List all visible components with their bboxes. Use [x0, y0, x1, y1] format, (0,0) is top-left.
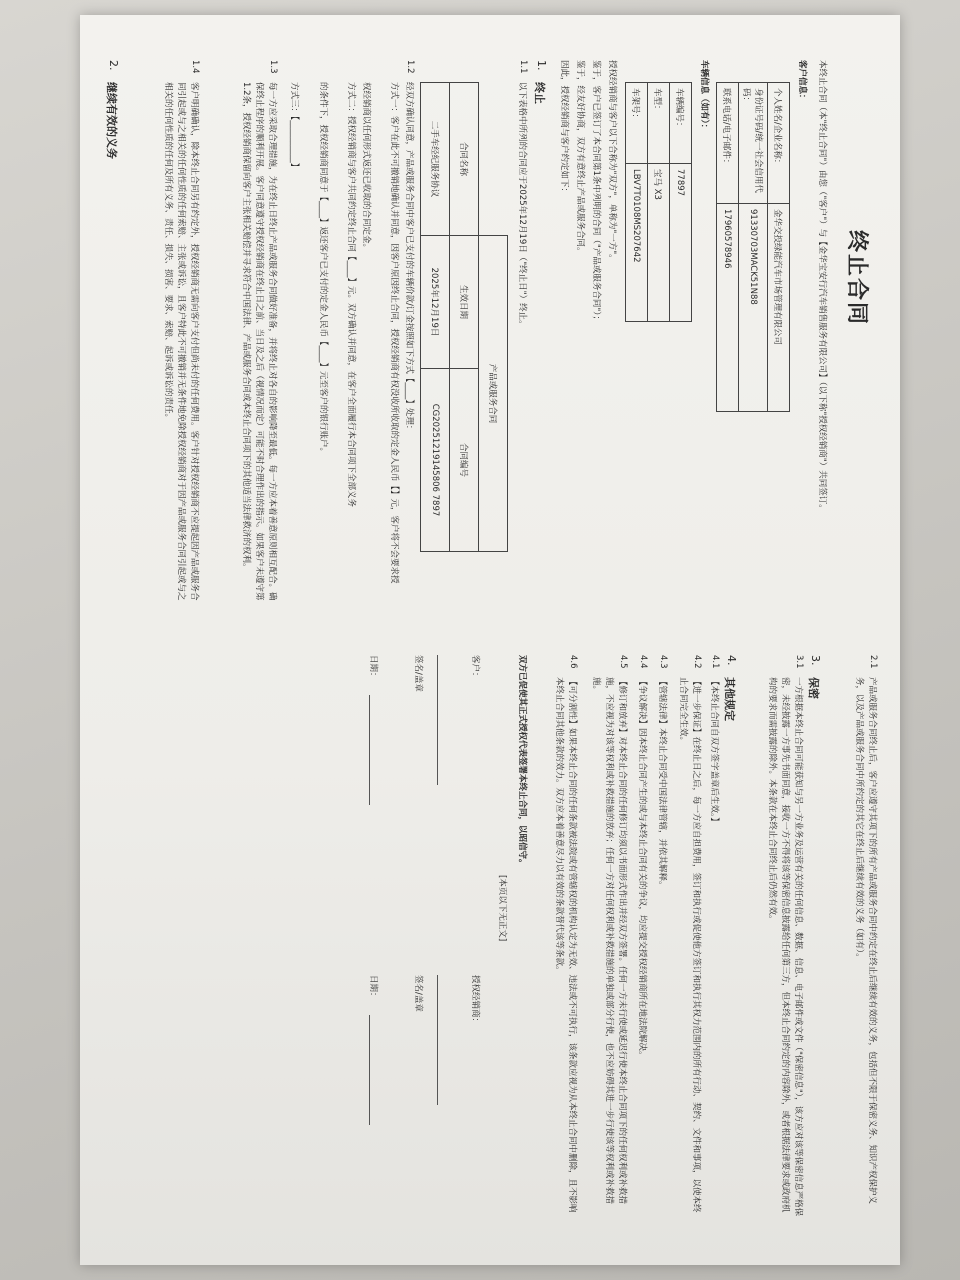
- customer-date-label: 日期：: [368, 655, 378, 681]
- table-cell: 车辆编号：: [670, 83, 692, 164]
- clause-1-1-number: 1.1: [518, 60, 528, 74]
- dealer-date-line: [369, 1015, 370, 1125]
- dealer-date-label: 日期：: [368, 975, 378, 1001]
- clause-2-1-number: 2.1: [868, 655, 878, 669]
- section-4-title: 其他规定: [723, 677, 736, 721]
- table-row: [450, 83, 479, 552]
- recital-4: 因此，授权经销商与客户约定如下：: [559, 60, 569, 197]
- clause-1-2-line-2: 方式一：客户在此不可撤销地确认并同意，因客户原因终止合同，授权经销商有权没收所收取的定金人民币【】元，客户将不会要求授: [389, 82, 399, 584]
- table-group-header: 产品或服务合同: [479, 236, 508, 552]
- clause-4-3-text: 【管辖法律】本终止合同受中国法律管辖，并依其解释。: [657, 677, 667, 890]
- clause-1-2-line-6: 方式三：【__________】: [289, 82, 299, 172]
- clause-1-4-text: 客户明确确认，除本终止合同另有约定外，授权经销商无需向客户支付但尚未付的任何费用。客户针对授权经销商不应提起因产品或服务合同引起或与之相关的任何性质的任何索赔、主张或诉讼，且客户特此不可撤销并无条件地免除授权经销商对于因产品或服务合同引起或与之相关的任何性质的任何及所有义务、责任、损失、损害、要求、索赔、起诉或诉讼的责任。: [163, 82, 199, 601]
- recital-3: 鉴于，经友好协商，双方有意终止产品或服务合同。: [575, 60, 585, 256]
- table-header: 合同编号: [450, 369, 479, 552]
- customer-sign-line: [437, 655, 438, 785]
- table-header: 生效日期: [450, 236, 479, 369]
- section-2-title: 继续有效的义务: [105, 82, 118, 159]
- customer-info-table: [716, 82, 790, 412]
- table-row: [421, 83, 450, 552]
- table-cell: 2025年12月19日: [421, 236, 450, 369]
- table-row: [739, 83, 768, 412]
- table-cell: 17960578946: [717, 204, 739, 412]
- table-cell: 金华交投绿能汽车市场管理有限公司: [768, 204, 790, 412]
- table-row: [670, 83, 692, 322]
- section-4-number: 4.: [725, 655, 738, 666]
- clause-4-2-text: 【进一步保证】在终止日之后，每一方应自担费用，签订和执行或促使他方签订和执行其权力范围内的所有行动、契约、文件和事项，以使本终止合同完全生效。: [678, 677, 701, 1213]
- customer-sign-label: 签名/盖章: [413, 655, 423, 692]
- table-cell: LBV7T0108MS207642: [626, 164, 648, 322]
- clause-3-1-text: 一方根据本终止合同可能获知与另一方业务及运营有关的任何信息、数据、信息、电子邮件或文件（"保密信息"），该方应对该等保密信息严格保密，未经披露一方事先书面同意，接收一方不得将该等保密信息披露给任何第三方，但本终止合同约定的内容除外，或者根据法律要求或政府机构的要求而需披露的除外。本条款在本终止合同终止后仍然有效。: [767, 677, 803, 1217]
- table-cell: 身份证号码/统一社会信用代码：: [739, 83, 768, 204]
- recital-1: 授权经销商与客户以下合称为"双方"，单称为"一方"。: [607, 60, 617, 263]
- table-cell: 车架号：: [626, 83, 648, 164]
- section-1-number: 1.: [535, 60, 548, 71]
- table-header: 合同名称: [450, 83, 479, 236]
- table-row: [717, 83, 739, 412]
- table-cell: 二手车经纪服务协议: [421, 83, 450, 236]
- clause-1-2-line-3: 权经销商以任何形式返还已收取的合同定金。: [361, 82, 371, 253]
- clause-3-1-number: 3.1: [794, 655, 804, 669]
- clause-1-2-line-5: 的条件下，授权经销商同意于【____】返还客户已支付的定金人民币【____】元至客户的银行账户。: [318, 82, 328, 457]
- clause-4-5-text: 【修订和放弃】对本终止合同的任何修订均须以书面形式作出并经双方签署。任何一方未行使或延迟行使本终止合同项下的任何权利或补救措施，不应视为对该等权利或补救措施的放弃；任何一方对任何权利或补救措施的单独或部分行使，也不应妨碍其进一步行使该等权利或补救措施。: [591, 677, 627, 1205]
- clause-1-2-number: 1.2: [405, 60, 415, 74]
- table-cell: [479, 83, 508, 236]
- section-2-number: 2.: [107, 60, 120, 71]
- next-page-note: [本页以下无正文]: [497, 875, 507, 942]
- document-page: [80, 15, 900, 1265]
- table-cell: 个人姓名/企业名称：: [768, 83, 790, 204]
- clause-1-2-line-4: 方式二：授权经销商与客户共同约定终止合同【____】元。双方确认并同意，在客户全面履行本合同项下全部义务: [346, 82, 356, 508]
- table-cell: 77897: [670, 164, 692, 322]
- clause-4-3-number: 4.3: [658, 655, 668, 669]
- dealer-label: 授权经销商：: [470, 975, 480, 1027]
- table-cell: 91330703MACK51N88: [739, 204, 768, 412]
- clause-1-2-line-1: 经双方确认同意，产品或服务合同中客户已支付的车辆价款/订金按照如下方式【____】处理：: [404, 82, 414, 434]
- customer-date-line: [369, 695, 370, 805]
- clause-1-3-text: 每一方应采取合理措施，为在终止日终止产品或服务合同做好准备，并将终止对各自的影响降至最低。每一方应本着善意原则相互配合。确保终止程序的顺利开展。客户同意遵守授权经销商在终止日之前、当日及之后（视情况而定）可能不时合理作出的指示。如果客户未遵守第1.2条，授权经销商保留向客户主张相关赔偿并寻求符合中国法律、产品或服务合同或本终止合同项下的其他适当法律救济的权利。: [241, 82, 277, 601]
- document-title: 终止合同: [844, 230, 869, 327]
- right-column: [80, 655, 900, 1225]
- table-cell: CG20251219145806 7897: [421, 369, 450, 552]
- clause-4-1-text: 【本终止合同自双方签字盖章后生效。】: [709, 677, 719, 826]
- dealer-sign-label: 签名/盖章: [413, 975, 423, 1012]
- clause-4-4-text: 【争议解决】因本终止合同产生的或与本终止合同有关的争议，均应提交授权经销商所在地法院解决。: [637, 677, 647, 1060]
- conclusion-text: 双方已促使其正式授权代表签署本终止合同，以昭信守。: [517, 655, 527, 868]
- recital-2: 鉴于，客户已签订了本合同第1条中列明的合同（"产品或服务合同"）；: [591, 60, 601, 324]
- section-3-number: 3.: [809, 655, 822, 666]
- clause-4-1-number: 4.1: [710, 655, 720, 669]
- table-row: [648, 83, 670, 322]
- table-row: [768, 83, 790, 412]
- customer-label: 客户：: [470, 655, 480, 681]
- clause-1-1-text: 以下表格中所列的合同应于2025年12月19日（"终止日"）终止。: [517, 82, 527, 329]
- contract-table: [420, 82, 508, 552]
- clause-4-6-text: 【可分割性】如果本终止合同的任何条款被法院或有管辖权的机构认定为无效、违法或不可执行，该条款应视为从本终止合同中删除，且不影响本终止合同其他条款的效力。双方应本着善意尽力以有效的条款替代该等条款。: [554, 677, 577, 1213]
- table-cell: 宝马 X3: [648, 164, 670, 322]
- table-cell: 车型：: [648, 83, 670, 164]
- left-column: [80, 60, 900, 605]
- clause-2-1-text: 产品或服务合同终止后，客户应遵守其项下的所有产品或服务合同中约定在终止后继续有效的义务，包括但不限于保密义务、知识产权保护义务，以及产品或服务合同中所约定的其它在终止后继续有效的义务（如有）。: [854, 677, 877, 1205]
- vehicle-info-table: [625, 82, 692, 322]
- dealer-sign-line: [437, 975, 438, 1105]
- clause-4-2-number: 4.2: [692, 655, 702, 669]
- customer-info-label: 客户信息：: [797, 60, 807, 103]
- section-3-title: 保密: [807, 677, 820, 699]
- table-row: [626, 83, 648, 322]
- clause-1-4-number: 1.4: [190, 60, 200, 74]
- table-cell: 联系电话/电子邮件：: [717, 83, 739, 204]
- clause-4-4-number: 4.4: [638, 655, 648, 669]
- table-row: [479, 83, 508, 552]
- clause-4-5-number: 4.5: [618, 655, 628, 669]
- intro-paragraph: 本终止合同（本"终止合同"）由您（"客户"）与【金华宝安行汽车销售服务有限公司】（以下称"授权经销商"）共同签订。: [817, 60, 827, 513]
- clause-1-3-number: 1.3: [268, 60, 278, 74]
- section-1-title: 终止: [533, 82, 546, 104]
- vehicle-info-label: 车辆信息（如有）：: [699, 60, 709, 133]
- clause-4-6-number: 4.6: [568, 655, 578, 669]
